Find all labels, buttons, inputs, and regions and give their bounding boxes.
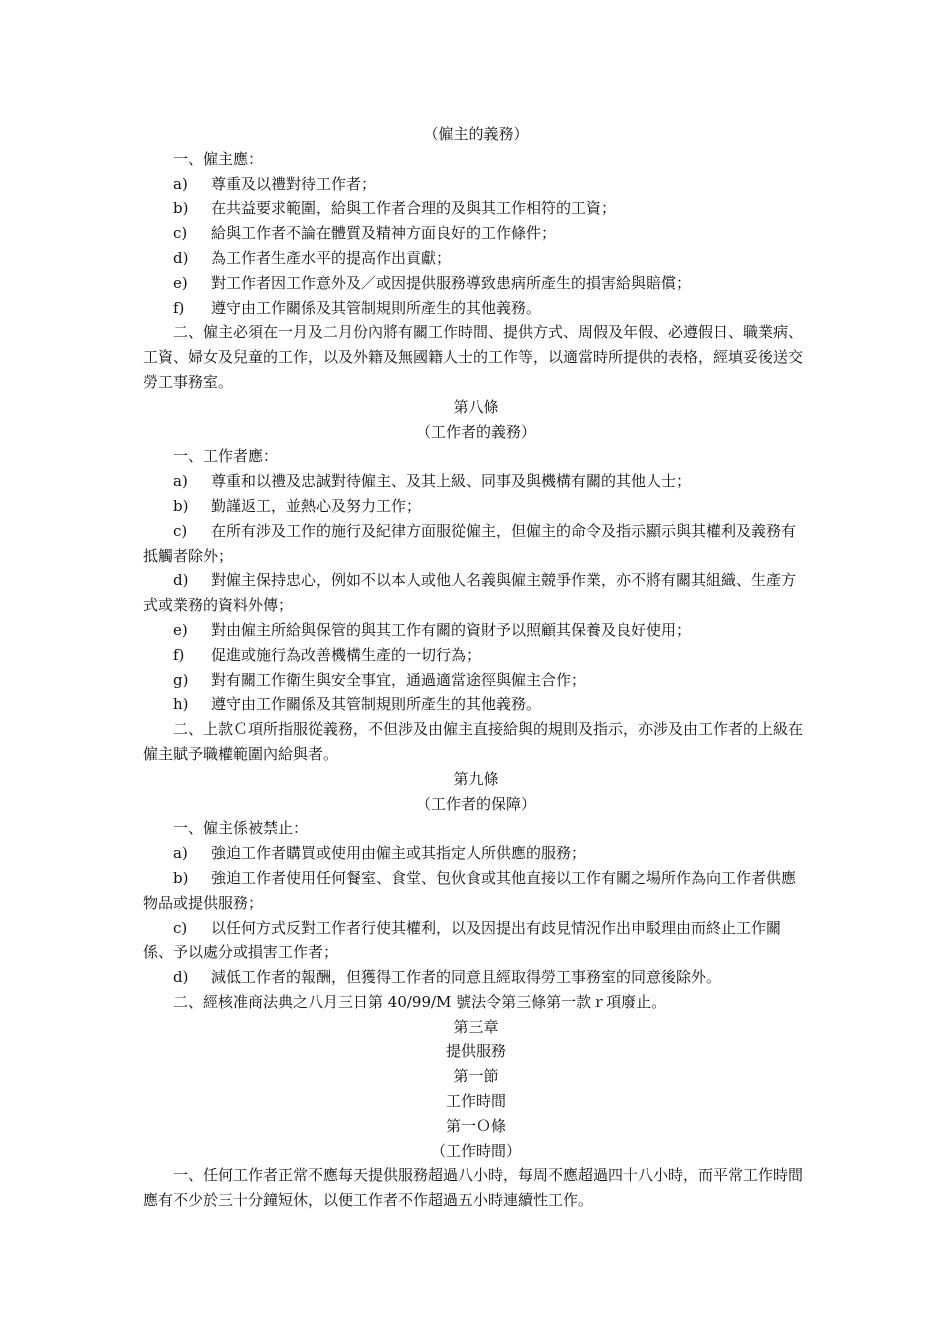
list-item [143,221,809,246]
list-item [143,519,809,569]
item-text: 遵守由工作關係及其管制規則所產生的其他義務。 [211,695,542,714]
article-title: 第一Ｏ條 [445,1116,506,1135]
item-label: c) [173,224,188,243]
section7-subtitle: （僱主的義務） [423,125,529,143]
item-text: 強迫工作者購買或使用由僱主或其指定人所供應的服務； [211,844,587,863]
item-label: a) [173,174,188,193]
item-label: e) [173,620,188,639]
section7-para2: 二、僱主必須在一月及二月份內將有關工作時間、提供方式、周假及年假、必遵假日、職業病、工資、婦女及兒童的工作，以及外籍及無國籍人士的工作等，以適當時所提供的表格，經填妥後送交勞工事務室。 [143,323,804,391]
item-text: 對僱主保持忠心，例如不以本人或他人名義與僱主競爭作業，亦不將有關其組織、生產方式或業務的資料外傳； [143,571,797,615]
item-label: b) [173,868,189,887]
item-text: 減低工作者的報酬，但獲得工作者的同意且經取得勞工事務室的同意後除外。 [211,968,722,987]
item-label: e) [173,273,188,292]
chapter-name: 提供服務 [445,1042,506,1061]
item-text: 尊重和以禮及忠誠對待僱主、及其上級、同事及與機構有關的其他人士； [211,472,692,491]
list-item [143,692,809,717]
list-item [143,172,809,197]
section8-para1-intro: 一、工作者應： [173,447,279,466]
list-item [143,916,809,966]
article-subtitle: （工作時間） [430,1141,521,1160]
item-text: 勤謹返工，並熱心及努力工作； [211,496,422,515]
list-item [143,841,809,866]
list-item [143,866,809,916]
section8-para2: 二、上款Ｃ項所指服從義務，不但涉及由僱主直接給與的規則及指示，亦涉及由工作者的上級在僱主賦予職權範圍內給與者。 [143,720,804,763]
section9-subtitle: （工作者的保障） [415,794,536,813]
item-text: 在所有涉及工作的施行及紀律方面服從僱主，但僱主的命令及指示顯示與其權利及義務有抵觸者除外； [143,521,797,565]
item-text: 對有關工作衛生與安全事宜，通過適當途徑與僱主合作； [211,670,587,689]
item-text: 遵守由工作關係及其管制規則所產生的其他義務。 [211,298,542,317]
section8-subtitle: （工作者的義務） [415,422,536,441]
list-item [143,668,809,693]
document-page [143,122,809,1213]
item-label: a) [173,472,188,491]
item-label: c) [173,521,188,540]
item-text: 給與工作者不論在體質及精神方面良好的工作條件； [211,224,557,243]
list-item [143,271,809,296]
list-item [143,568,809,618]
item-text: 強迫工作者使用任何餐室、食堂、包伙食或其他直接以工作有關之場所作為向工作者供應物品或提供服務； [143,868,797,912]
section7-para1-intro: 一、僱主應： [173,149,264,168]
list-item [143,469,809,494]
section8-title: 第八條 [453,397,499,416]
item-label: b) [173,199,189,218]
item-text: 以任何方式反對工作者行使其權利，以及因提出有歧見情況作出申駁理由而終止工作關係、予以處分或損害工作者； [143,918,782,962]
list-item [143,965,809,990]
item-label: f) [173,298,185,317]
item-text: 對由僱主所給與保管的與其工作有關的資財予以照顧其保養及良好使用； [211,620,692,639]
item-label: a) [173,844,188,863]
article-para1: 一、任何工作者正常不應每天提供服務超過八小時，每周不應超過四十八小時，而平常工作時間應有不少於三十分鐘短休，以便工作者不作超過五小時連續性工作。 [143,1166,804,1210]
list-item [143,643,809,668]
subsection-title: 第一節 [453,1067,499,1086]
section9-para1-intro: 一、僱主係被禁止： [173,819,309,838]
item-label: c) [173,918,188,937]
item-label: f) [173,645,185,664]
list-item [143,618,809,643]
item-label: g) [173,670,189,689]
item-label: d) [173,571,189,590]
list-item [143,296,809,321]
item-text: 促進或施行為改善機構生產的一切行為； [211,645,482,664]
item-text: 尊重及以禮對待工作者； [211,174,377,193]
item-label: d) [173,968,189,987]
section9-para2: 二、經核准商法典之八月三日第 40/99/M 號法令第三條第一款ｒ項廢止。 [173,992,667,1011]
list-item [143,246,809,271]
item-text: 在共益要求範圍，給與工作者合理的及與其工作相符的工資； [211,199,617,218]
list-item [143,494,809,519]
section9-title: 第九條 [453,769,499,788]
item-label: d) [173,248,189,267]
item-label: b) [173,496,189,515]
list-item [143,196,809,221]
subsection-name: 工作時間 [445,1092,506,1111]
item-text: 對工作者因工作意外及／或因提供服務導致患病所產生的損害給與賠償； [211,273,692,292]
chapter-title: 第三章 [453,1017,499,1036]
item-text: 為工作者生產水平的提高作出貢獻； [211,248,452,267]
item-label: h) [173,695,189,714]
